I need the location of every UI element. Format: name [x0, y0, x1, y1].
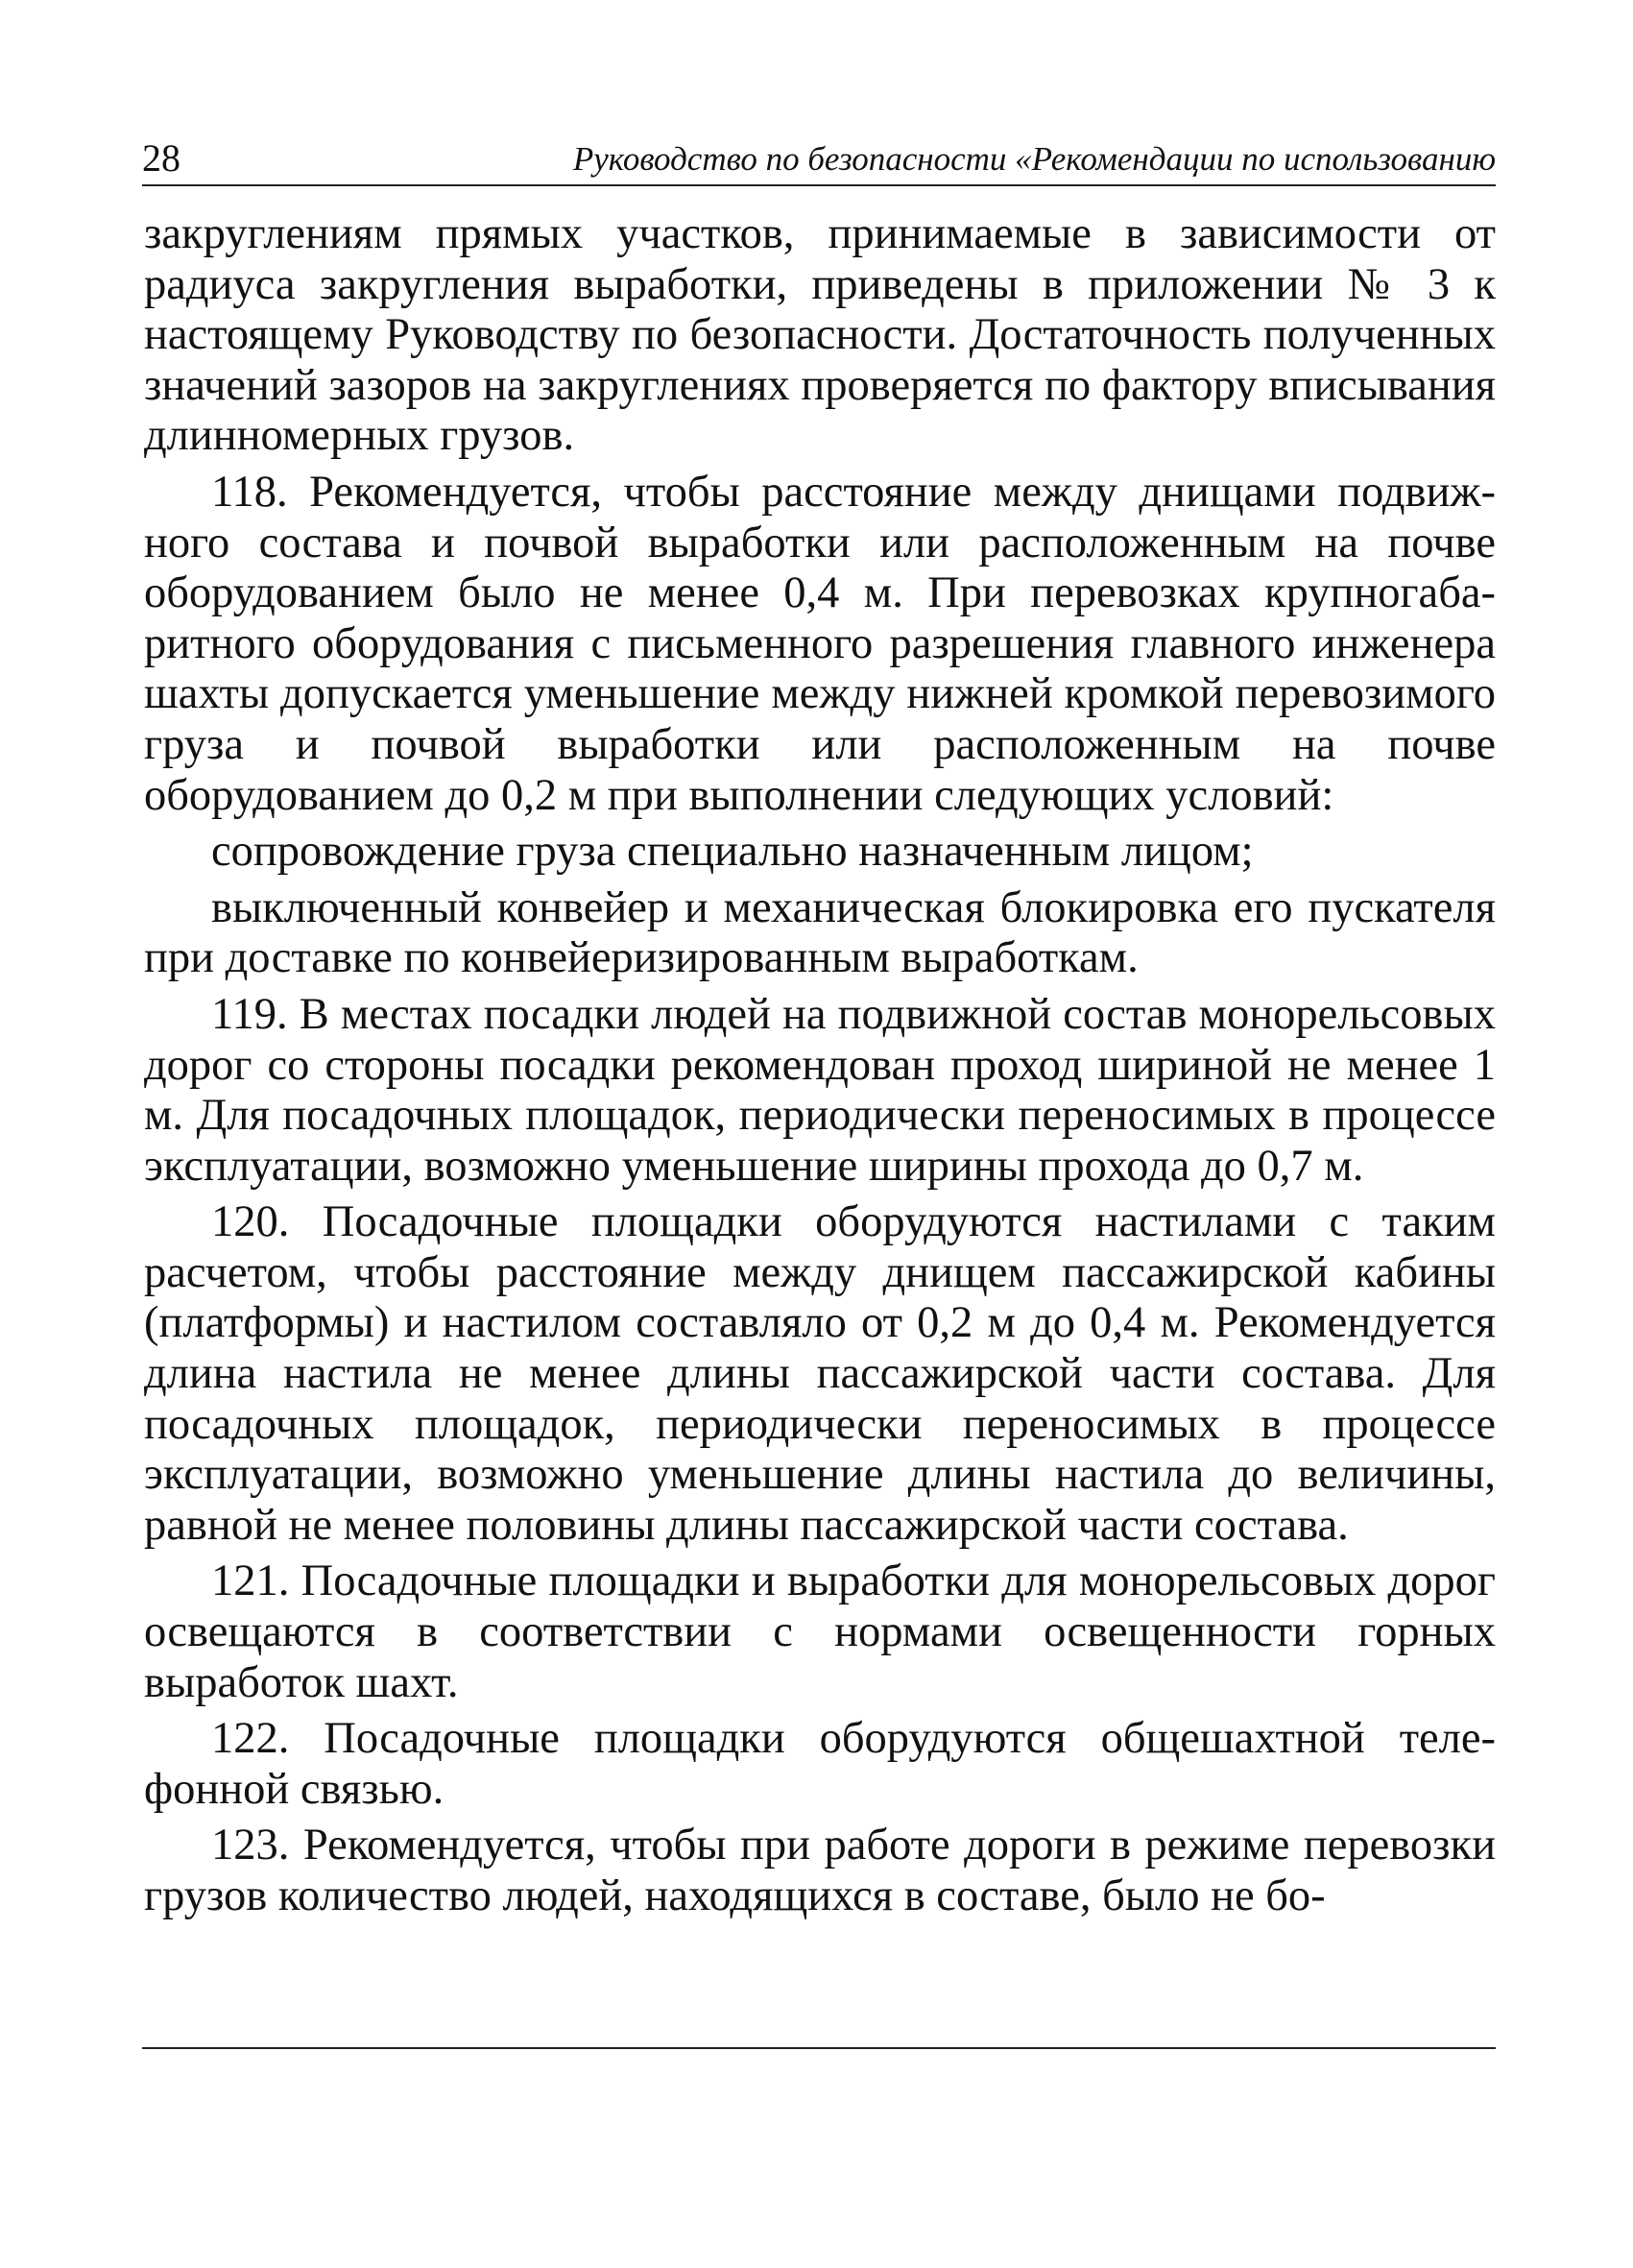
- paragraph-continuation: закруглениям прямых участков, принимаемые в зависимости от радиуса закругления выработки, приведены в приложении № 3 к настоящему Руководству по безопасности. Достаточность полученных значений зазоров на закруглениях проверяется по фактору вписывания длинномерных грузов.: [144, 209, 1496, 461]
- paragraph-118: 118. Рекомендуется, чтобы расстояние между днищами подвижного состава и почвой выработки или расположенным на почве оборудованием было не менее 0,4 м. При перевозках крупногабаритного оборудования с письменного разрешения главного инженера шахты допускается уменьшение между нижней кромкой перевозимого груза и почвой выработки или расположенным на почве оборудованием до 0,2 м при выполнении следующих условий:: [144, 467, 1496, 820]
- running-header: [142, 134, 1496, 192]
- list-item-escort: сопровождение груза специально назначенным лицом;: [211, 827, 1254, 877]
- page-number: 28: [142, 136, 180, 180]
- paragraph-119: 119. В местах посадки людей на подвижной состав монорельсовых дорог со стороны посадки рекомендован проход шириной не менее 1 м. Для посадочных площадок, периодически переносимых в процессе эксплуатации, возможно уменьшение ширины прохода до 0,7 м.: [144, 989, 1496, 1191]
- paragraph-121: 121. Посадочные площадки и выработки для монорельсовых дорог освещаются в соответствии с нормами освещенности горных выработок шахт.: [144, 1556, 1496, 1707]
- paragraph-120: 120. Посадочные площадки оборудуются настилами с таким расчетом, чтобы расстояние между днищем пассажирской кабины (платформы) и настилом составляло от 0,2 м до 0,4 м. Рекомендуется длина настила не менее длины пассажирской части состава. Для посадочных площадок, периодически переносимых в процессе эксплуатации, возможно уменьшение длины настила до величины, равной не менее половины длины пассажирской части состава.: [144, 1197, 1496, 1550]
- body-text: [144, 209, 1496, 1928]
- list-item-conveyor: выключенный конвейер и механическая блокировка его пускателя при доставке по конвейеризированным выработкам.: [144, 882, 1496, 983]
- running-title: Руководство по безопасности «Рекомендации по использованию: [572, 140, 1496, 178]
- paragraph-123: 123. Рекомендуется, чтобы при работе дороги в режиме перевозки грузов количество людей, находящихся в составе, было не бо-: [144, 1821, 1496, 1920]
- paragraph-122: 122. Посадочные площадки оборудуются общешахтной телефонной связью.: [144, 1714, 1496, 1814]
- footer-rule: [142, 2047, 1496, 2049]
- header-rule: [142, 184, 1496, 186]
